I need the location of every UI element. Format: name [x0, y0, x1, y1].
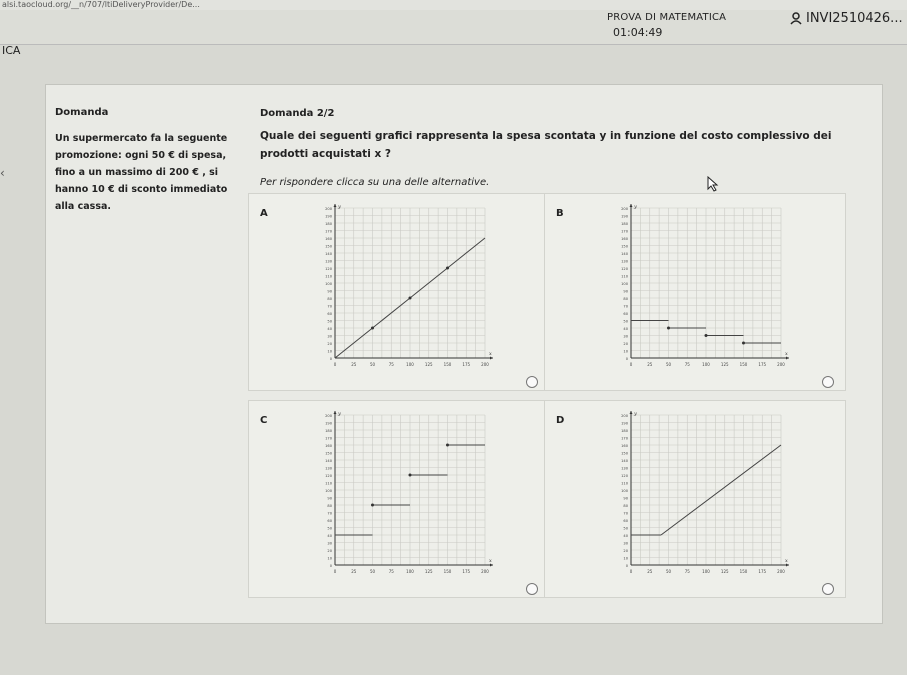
- x-tick-label: 25: [647, 362, 653, 367]
- choice-letter: A: [260, 208, 268, 219]
- question-prompt: Quale dei seguenti grafici rappresenta la spesa scontata y in funzione del costo complessivo dei prodotti acquistati x ?: [260, 130, 832, 160]
- y-tick-label: 120: [325, 267, 332, 271]
- y-tick-label: 0: [329, 564, 332, 568]
- y-tick-label: 80: [327, 504, 332, 508]
- y-tick-label: 140: [325, 252, 332, 256]
- y-tick-label: 60: [623, 312, 628, 316]
- person-icon: [790, 12, 802, 25]
- y-tick-label: 10: [623, 349, 628, 354]
- y-tick-label: 190: [621, 421, 628, 426]
- y-tick-label: 20: [327, 549, 332, 553]
- radio-button-c[interactable]: [526, 583, 538, 595]
- choice-b[interactable]: [544, 193, 846, 391]
- stimulus-title: Domanda: [55, 107, 109, 118]
- x-tick-label: 0: [629, 569, 633, 574]
- y-axis-label: y: [338, 204, 341, 210]
- x-tick-label: 200: [481, 569, 489, 574]
- x-tick-label: 200: [777, 569, 785, 574]
- y-tick-label: 70: [623, 304, 628, 309]
- y-tick-label: 150: [325, 451, 332, 456]
- y-tick-label: 50: [623, 319, 628, 324]
- x-axis-label: x: [785, 351, 788, 357]
- graph-point: [446, 267, 449, 270]
- exam-title: PROVA DI MATEMATICA: [607, 12, 727, 23]
- x-tick-label: 25: [647, 569, 653, 574]
- choice-letter: C: [260, 415, 268, 426]
- x-tick-label: 25: [351, 569, 357, 574]
- y-tick-label: 160: [325, 237, 332, 241]
- y-tick-label: 170: [325, 436, 332, 441]
- choice-letter: B: [556, 208, 564, 219]
- stimulus-text: Un supermercato fa la seguente promozione: ogni 50 € di spesa, fino a un massimo di 200 € , si hanno 10 € di sconto immediato alla cassa.: [55, 133, 228, 212]
- y-tick-label: 130: [621, 466, 628, 471]
- y-tick-label: 150: [621, 244, 628, 249]
- y-tick-label: 130: [621, 259, 628, 264]
- y-tick-label: 150: [621, 451, 628, 456]
- y-tick-label: 40: [623, 534, 628, 538]
- graph-point: [446, 444, 449, 447]
- x-tick-label: 175: [758, 569, 767, 574]
- graph-point: [371, 327, 374, 330]
- y-tick-label: 110: [325, 481, 332, 486]
- y-tick-label: 100: [325, 282, 332, 286]
- graph-point: [371, 504, 374, 507]
- x-tick-label: 50: [665, 569, 672, 574]
- y-tick-label: 20: [623, 342, 628, 346]
- y-tick-label: 200: [325, 414, 332, 418]
- y-tick-label: 140: [325, 459, 332, 463]
- y-tick-label: 190: [621, 214, 628, 219]
- y-tick-label: 180: [621, 222, 628, 226]
- x-tick-label: 175: [462, 362, 471, 367]
- graph-d: [605, 407, 793, 579]
- x-tick-label: 175: [758, 362, 767, 367]
- choice-a[interactable]: [248, 193, 550, 391]
- y-tick-label: 10: [327, 556, 332, 561]
- graph-b: [605, 200, 793, 372]
- user-info[interactable]: [790, 11, 903, 26]
- graph-c: [309, 407, 497, 579]
- x-axis-label: x: [489, 558, 492, 564]
- y-tick-label: 130: [325, 259, 332, 264]
- question-title: Domanda 2/2: [260, 108, 335, 119]
- x-tick-label: 125: [720, 569, 729, 574]
- x-tick-label: 200: [481, 362, 489, 367]
- y-axis-label: y: [634, 204, 637, 210]
- graph-point: [667, 327, 670, 330]
- y-tick-label: 180: [325, 429, 332, 433]
- y-tick-label: 190: [325, 421, 332, 426]
- y-tick-label: 80: [623, 504, 628, 508]
- y-tick-label: 30: [327, 541, 332, 546]
- radio-button-a[interactable]: [526, 376, 538, 388]
- x-tick-label: 100: [406, 362, 414, 367]
- y-tick-label: 100: [621, 489, 628, 493]
- y-tick-label: 190: [325, 214, 332, 219]
- answer-choices: [248, 193, 862, 596]
- y-tick-label: 170: [325, 229, 332, 234]
- x-tick-label: 75: [388, 569, 394, 574]
- question-instruction: Per rispondere clicca su una delle alternative.: [260, 177, 490, 188]
- x-tick-label: 0: [333, 569, 337, 574]
- x-tick-label: 75: [684, 569, 690, 574]
- y-tick-label: 160: [621, 444, 628, 448]
- x-tick-label: 0: [629, 362, 633, 367]
- graph-point: [705, 334, 708, 337]
- x-tick-label: 125: [424, 569, 433, 574]
- y-tick-label: 140: [621, 459, 628, 463]
- x-axis-label: x: [489, 351, 492, 357]
- y-tick-label: 130: [325, 466, 332, 471]
- y-tick-label: 170: [621, 436, 628, 441]
- y-tick-label: 120: [621, 474, 628, 478]
- user-code: INVI2510426...: [806, 11, 903, 26]
- y-tick-label: 10: [327, 349, 332, 354]
- x-tick-label: 125: [424, 362, 433, 367]
- mouse-cursor-icon: [707, 176, 721, 192]
- x-tick-label: 25: [351, 362, 357, 367]
- y-tick-label: 80: [623, 297, 628, 301]
- y-tick-label: 180: [325, 222, 332, 226]
- x-tick-label: 150: [739, 569, 748, 574]
- y-tick-label: 170: [621, 229, 628, 234]
- y-tick-label: 90: [327, 289, 332, 294]
- choice-d[interactable]: [544, 400, 846, 598]
- x-tick-label: 50: [369, 362, 376, 367]
- x-tick-label: 150: [739, 362, 748, 367]
- y-tick-label: 120: [325, 474, 332, 478]
- y-axis-arrow: [334, 204, 337, 207]
- y-tick-label: 50: [327, 526, 332, 531]
- y-tick-label: 30: [327, 334, 332, 339]
- y-tick-label: 70: [623, 511, 628, 516]
- x-tick-label: 100: [702, 362, 710, 367]
- y-tick-label: 90: [327, 496, 332, 501]
- chevron-left-icon[interactable]: ‹: [0, 166, 5, 180]
- graph-a: [309, 200, 497, 372]
- y-tick-label: 70: [327, 511, 332, 516]
- y-tick-label: 70: [327, 304, 332, 309]
- y-axis-arrow: [630, 411, 633, 414]
- choice-c[interactable]: [248, 400, 550, 598]
- y-tick-label: 180: [621, 429, 628, 433]
- x-axis-label: x: [785, 558, 788, 564]
- y-tick-label: 110: [621, 274, 628, 279]
- y-tick-label: 40: [327, 327, 332, 331]
- graph-point: [409, 297, 412, 300]
- y-tick-label: 0: [625, 357, 628, 361]
- y-tick-label: 200: [621, 207, 628, 211]
- x-tick-label: 100: [702, 569, 710, 574]
- exam-header: [0, 10, 907, 45]
- y-tick-label: 160: [325, 444, 332, 448]
- browser-url: alsi.taocloud.org/__n/707/ltiDeliveryProvider/De...: [0, 0, 907, 10]
- y-tick-label: 40: [327, 534, 332, 538]
- x-tick-label: 150: [443, 362, 452, 367]
- x-tick-label: 50: [369, 569, 376, 574]
- y-tick-label: 40: [623, 327, 628, 331]
- y-tick-label: 0: [625, 564, 628, 568]
- x-tick-label: 200: [777, 362, 785, 367]
- y-tick-label: 100: [325, 489, 332, 493]
- graph-point: [742, 342, 745, 345]
- y-tick-label: 20: [623, 549, 628, 553]
- x-tick-label: 75: [684, 362, 690, 367]
- radio-button-b[interactable]: [822, 376, 834, 388]
- y-tick-label: 60: [327, 312, 332, 316]
- y-tick-label: 50: [327, 319, 332, 324]
- y-tick-label: 10: [623, 556, 628, 561]
- y-tick-label: 20: [327, 342, 332, 346]
- y-tick-label: 140: [621, 252, 628, 256]
- x-tick-label: 75: [388, 362, 394, 367]
- y-tick-label: 60: [327, 519, 332, 523]
- radio-button-d[interactable]: [822, 583, 834, 595]
- y-tick-label: 80: [327, 297, 332, 301]
- y-axis-label: y: [634, 411, 637, 417]
- x-tick-label: 125: [720, 362, 729, 367]
- y-tick-label: 150: [325, 244, 332, 249]
- y-tick-label: 200: [621, 414, 628, 418]
- y-tick-label: 90: [623, 496, 628, 501]
- y-tick-label: 30: [623, 541, 628, 546]
- graph-point: [409, 474, 412, 477]
- x-tick-label: 0: [333, 362, 337, 367]
- choice-letter: D: [556, 415, 565, 426]
- y-tick-label: 120: [621, 267, 628, 271]
- y-tick-label: 60: [623, 519, 628, 523]
- x-tick-label: 50: [665, 362, 672, 367]
- y-axis-label: y: [338, 411, 341, 417]
- y-tick-label: 0: [329, 357, 332, 361]
- y-tick-label: 200: [325, 207, 332, 211]
- x-tick-label: 100: [406, 569, 414, 574]
- x-tick-label: 150: [443, 569, 452, 574]
- countdown-timer: 01:04:49: [613, 26, 663, 39]
- y-tick-label: 110: [621, 481, 628, 486]
- y-axis-arrow: [630, 204, 633, 207]
- y-tick-label: 50: [623, 526, 628, 531]
- y-tick-label: 110: [325, 274, 332, 279]
- y-tick-label: 30: [623, 334, 628, 339]
- y-tick-label: 90: [623, 289, 628, 294]
- y-tick-label: 160: [621, 237, 628, 241]
- x-tick-label: 175: [462, 569, 471, 574]
- y-tick-label: 100: [621, 282, 628, 286]
- y-axis-arrow: [334, 411, 337, 414]
- section-label: ICA: [2, 44, 21, 57]
